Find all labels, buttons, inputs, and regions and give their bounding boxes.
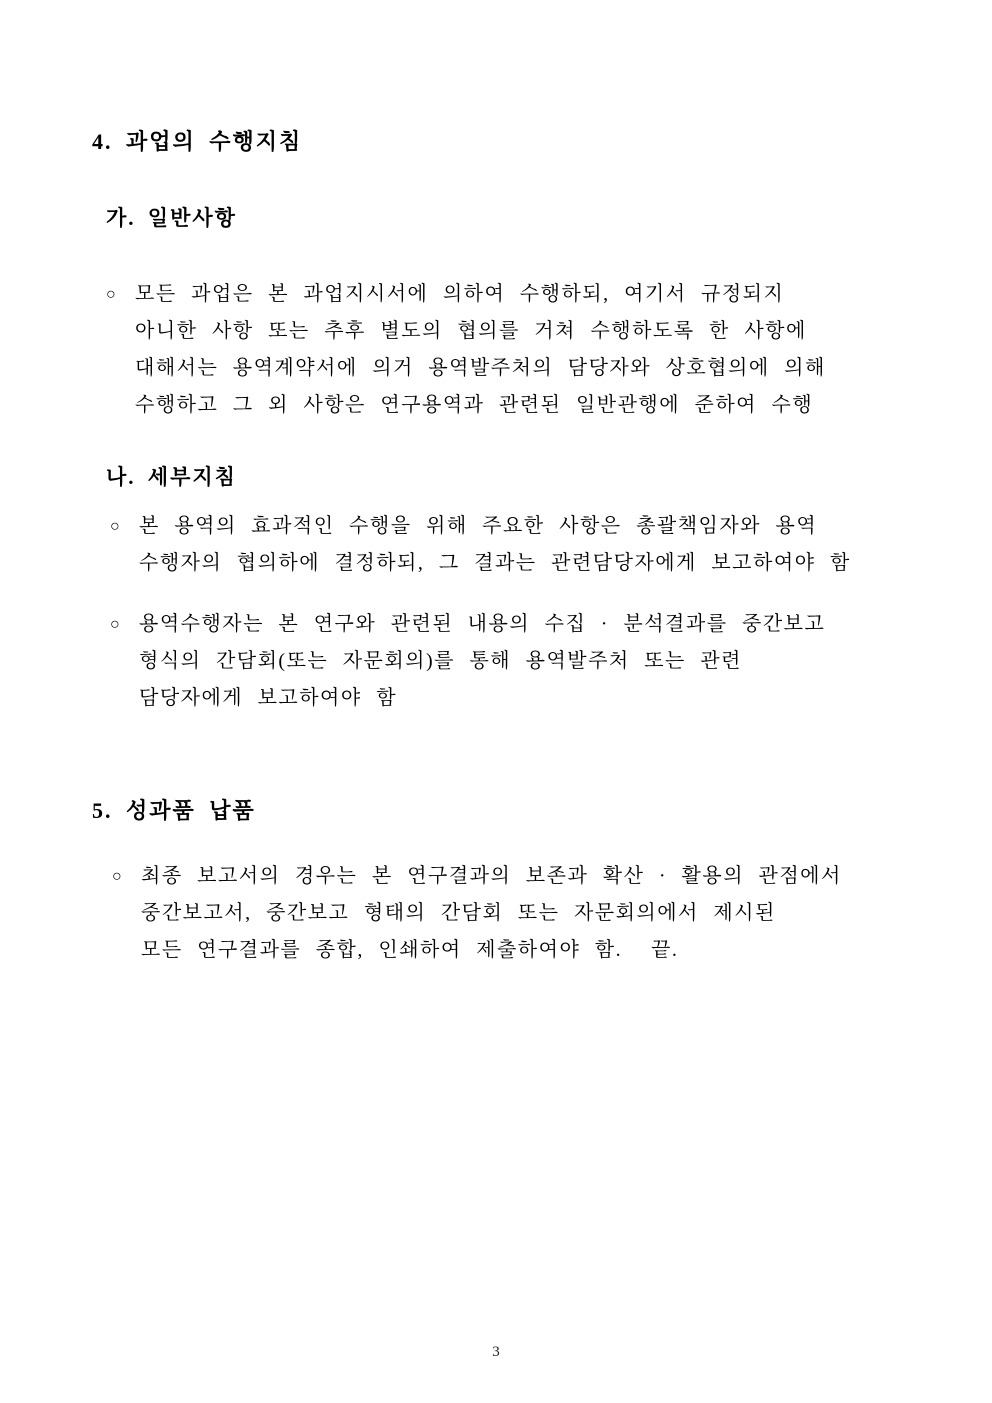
bullet-text-block: [139, 508, 851, 582]
bullet-text-block: [135, 276, 826, 424]
circle-bullet-icon: ○: [110, 518, 120, 535]
circle-bullet-icon: ○: [106, 286, 116, 303]
bullet-item-detail-2: [110, 606, 825, 717]
page-number: 3: [492, 1344, 500, 1360]
text-line: 용역수행자는 본 연구와 관련된 내용의 수집 · 분석결과를 중간보고: [139, 613, 826, 635]
section-4-title: 4. 과업의 수행지침: [92, 129, 303, 154]
bullet-text-block: [139, 606, 825, 717]
bullet-item-deliverable-1: [112, 858, 842, 969]
subsection-ga-title: 가. 일반사항: [106, 206, 237, 230]
text-line: 담당자에게 보고하여야 함: [139, 687, 398, 709]
circle-bullet-icon: ○: [112, 868, 122, 885]
section-5-title: 5. 성과품 납품: [92, 798, 256, 823]
text-line: 모든 연구결과를 종합, 인쇄하여 제출하여야 함. 끝.: [141, 939, 679, 961]
text-line: 모든 과업은 본 과업지시서에 의하여 수행하되, 여기서 규정되지: [135, 283, 785, 305]
text-line: 수행자의 협의하에 결정하되, 그 결과는 관련담당자에게 보고하여야 함: [139, 552, 851, 574]
bullet-item-general-1: [106, 276, 826, 424]
subsection-na-title: 나. 세부지침: [106, 465, 237, 489]
text-line: 대해서는 용역계약서에 의거 용역발주처의 담당자와 상호협의에 의해: [135, 357, 826, 379]
bullet-item-detail-1: [110, 508, 851, 582]
text-line: 아니한 사항 또는 추후 별도의 협의를 거쳐 수행하도록 한 사항에: [135, 320, 807, 342]
text-line: 수행하고 그 외 사항은 연구용역과 관련된 일반관행에 준하여 수행: [135, 394, 814, 416]
text-line: 최종 보고서의 경우는 본 연구결과의 보존과 확산 · 활용의 관점에서: [141, 865, 842, 887]
circle-bullet-icon: ○: [110, 616, 120, 633]
text-line: 중간보고서, 중간보고 형태의 간담회 또는 자문회의에서 제시된: [141, 902, 776, 924]
text-line: 본 용역의 효과적인 수행을 위해 주요한 사항은 총괄책임자와 용역: [139, 515, 818, 537]
bullet-text-block: [141, 858, 842, 969]
text-line: 형식의 간담회(또는 자문회의)를 통해 용역발주처 또는 관련: [139, 650, 742, 672]
